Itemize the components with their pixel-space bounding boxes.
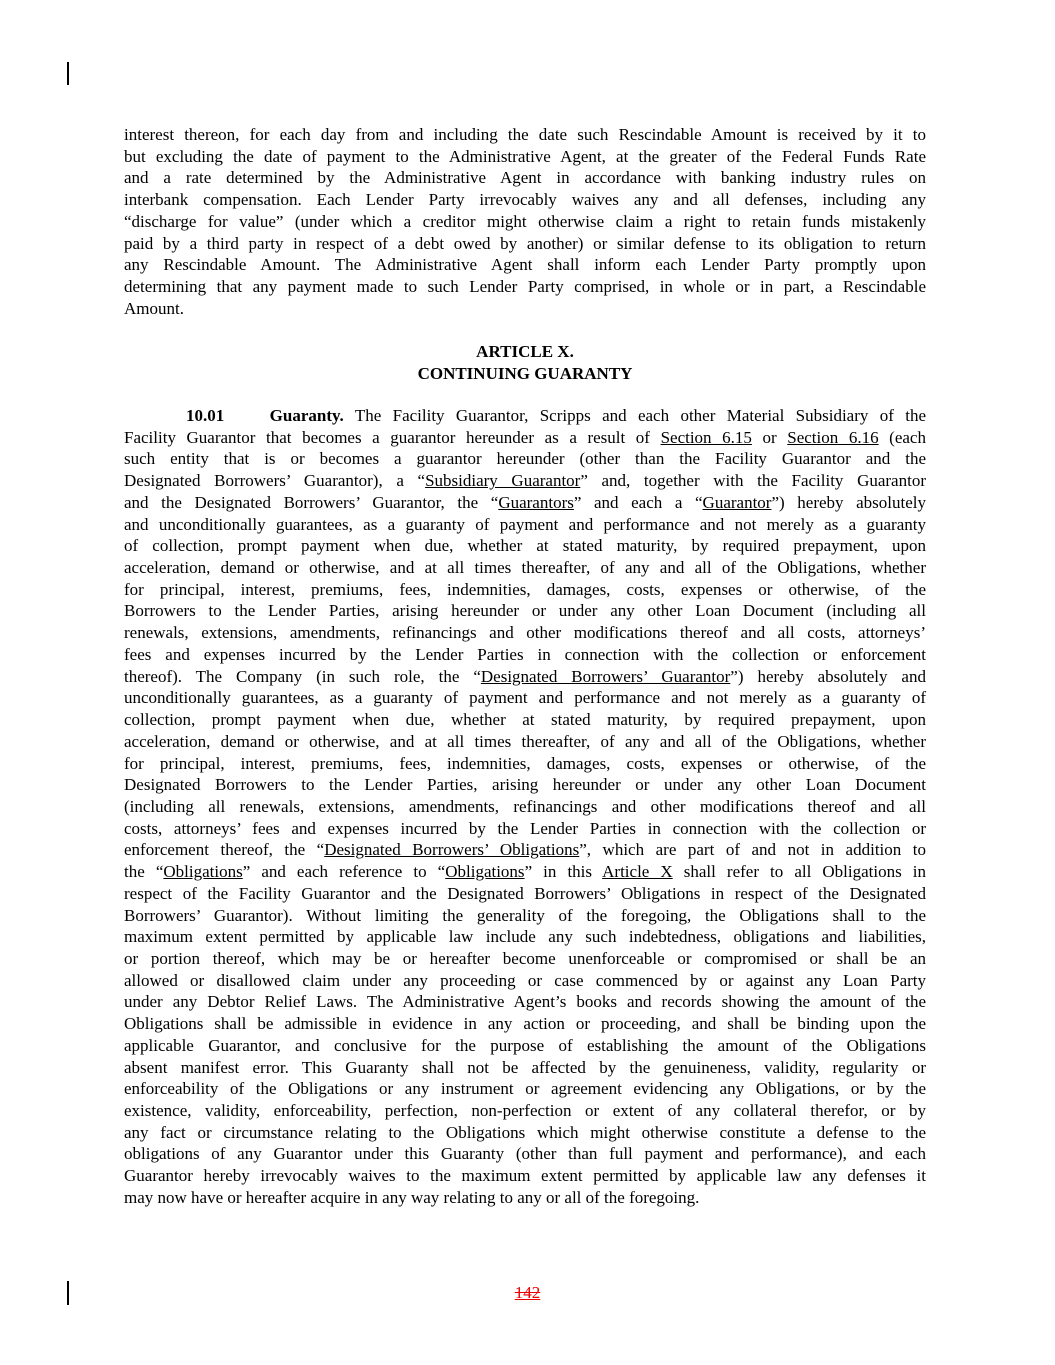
- text-run: Amount.: [124, 298, 184, 318]
- text-line: [124, 427, 926, 449]
- text-run: “discharge for value” (under which a creditor might otherwise claim a right to retain funds mistakenly: [124, 211, 926, 231]
- text-run: thereof). The Company (in such role, the “: [124, 666, 481, 686]
- defined-term-reference: Guarantors: [498, 492, 574, 512]
- text-line: [124, 276, 926, 298]
- text-run: existence, validity, enforceability, perfection, non-perfection or extent of any collateral therefor, or by: [124, 1101, 926, 1120]
- defined-term-reference: Section 6.16: [787, 427, 879, 447]
- text-run: interest thereon, for each day from and including the date such Rescindable Amount is received by it to: [124, 125, 926, 144]
- text-run: Guarantor hereby irrevocably waives to the maximum extent permitted by applicable law any defenses it: [124, 1166, 926, 1186]
- text-run: ” and each reference to “: [242, 862, 446, 882]
- text-run: but excluding the date of payment to the Administrative Agent, at the greater of the Federal Funds Rate: [124, 146, 926, 166]
- text-run: for principal, interest, premiums, fees, indemnities, damages, costs, expenses or otherwise, of the: [124, 579, 926, 599]
- text-run: acceleration, demand or otherwise, and at all times thereafter, of any and all of the Obligations, whether: [124, 558, 926, 578]
- text-line: [124, 124, 926, 146]
- text-run: Designated Borrowers to the Lender Parties, arising hereunder or under any other Loan Document: [124, 775, 926, 795]
- text-run: obligations of any Guarantor under this Guaranty (other than full payment and performance), and each: [124, 1144, 926, 1164]
- section-heading: 10.01 Guaranty.: [186, 406, 344, 425]
- text-run: any Rescindable Amount. The Administrative Agent shall inform each Lender Party promptly upon: [124, 255, 926, 275]
- text-line: [124, 1165, 926, 1187]
- text-line: [124, 774, 926, 796]
- defined-term-reference: Guarantor: [702, 492, 772, 512]
- text-run: allowed or disallowed claim under any proceeding or case commenced by or against any Loan Party: [124, 970, 926, 990]
- text-line: [124, 883, 926, 905]
- text-run: and a rate determined by the Administrative Agent in accordance with banking industry rules on: [124, 168, 926, 188]
- text-run: and unconditionally guarantees, as a guaranty of payment and performance and not merely as a guaranty: [124, 514, 926, 534]
- defined-term-reference: Section 6.15: [660, 427, 752, 447]
- text-line: [124, 861, 926, 883]
- text-run: maximum extent permitted by applicable law include any such indebtedness, obligations and liabilities,: [124, 927, 926, 947]
- text-run: paid by a third party in respect of a debt owed by another) or similar defense to its obligation to return: [124, 233, 926, 253]
- text-run: (including all renewals, extensions, amendments, refinancings and other modifications thereof and all: [124, 796, 926, 816]
- text-line: [124, 1057, 926, 1079]
- text-line: [124, 1122, 926, 1144]
- text-line: [124, 557, 926, 579]
- text-line: [124, 753, 926, 775]
- change-bar-top: [67, 62, 69, 85]
- paragraph-guaranty: [124, 405, 926, 1209]
- text-run: the “: [124, 862, 164, 882]
- text-run: any fact or circumstance relating to the Obligations which might otherwise constitute a defense to the: [124, 1122, 926, 1142]
- text-run: (each: [878, 427, 926, 447]
- text-run: ” in this: [524, 862, 603, 882]
- text-line: [124, 731, 926, 753]
- text-line: [124, 905, 926, 927]
- text-line: [124, 189, 926, 211]
- article-number: ARTICLE X.: [476, 342, 574, 361]
- text-line: [124, 492, 926, 514]
- text-line: [124, 448, 926, 470]
- text-run: enforceability of the Obligations or any instrument or agreement evidencing any Obligations, or by the: [124, 1079, 926, 1099]
- text-run: under any Debtor Relief Laws. The Administrative Agent’s books and records showing the amount of the: [124, 992, 926, 1012]
- text-line: [124, 1100, 926, 1122]
- defined-term-reference: Designated Borrowers’ Guarantor: [480, 666, 731, 686]
- text-run: shall refer to all Obligations in: [672, 862, 926, 882]
- text-run: enforcement thereof, the “: [124, 840, 325, 860]
- text-line: [124, 1143, 926, 1165]
- text-line: [124, 1078, 926, 1100]
- text-run: ”) hereby absolutely: [771, 492, 926, 512]
- page-number: 142: [514, 1283, 541, 1302]
- text-line: [124, 970, 926, 992]
- defined-term-reference: Article X: [602, 862, 673, 882]
- text-line: [124, 298, 926, 320]
- text-run: Facility Guarantor that becomes a guarantor hereunder as a result of: [124, 427, 661, 447]
- text-line: [124, 211, 926, 233]
- text-run: ” and, together with the Facility Guarantor: [580, 471, 926, 491]
- text-run: respect of the Facility Guarantor and the Designated Borrowers’ Obligations in respect of the Designated: [124, 883, 926, 903]
- text-line: [124, 1035, 926, 1057]
- paragraph-rescindable-amount: [124, 124, 926, 319]
- text-line: [124, 796, 926, 818]
- text-run: and the Designated Borrowers’ Guarantor, the “: [124, 492, 499, 512]
- text-run: Borrowers to the Lender Parties, arising hereunder or under any other Loan Document (including all: [124, 601, 926, 621]
- text-run: such entity that is or becomes a guarantor hereunder (other than the Facility Guarantor and the: [124, 449, 926, 469]
- text-line: [124, 405, 926, 427]
- text-run: ” and each a “: [573, 492, 703, 512]
- defined-term-reference: Subsidiary Guarantor: [425, 471, 581, 491]
- text-line: [124, 948, 926, 970]
- text-line: [124, 146, 926, 168]
- text-run: renewals, extensions, amendments, refinancings and other modifications thereof and all costs, attorneys’: [124, 623, 926, 643]
- text-run: or portion thereof, which may be or hereafter become unenforceable or compromised or shall be an: [124, 948, 926, 968]
- text-line: [124, 535, 926, 557]
- text-line: [124, 600, 926, 622]
- text-run: Designated Borrowers’ Guarantor), a “: [124, 471, 426, 491]
- text-line: [124, 514, 926, 536]
- defined-term-reference: Obligations: [163, 862, 243, 882]
- text-run: fees and expenses incurred by the Lender Parties in connection with the collection or enforcement: [124, 644, 926, 664]
- text-run: Obligations shall be admissible in evidence in any action or proceeding, and shall be binding upon the: [124, 1014, 926, 1034]
- text-line: [124, 839, 926, 861]
- text-run: ”, which are part of and not in addition to: [579, 840, 927, 860]
- text-run: determining that any payment made to such Lender Party comprised, in whole or in part, a Rescindable: [124, 277, 926, 297]
- text-run: absent manifest error. This Guaranty shall not be affected by the genuineness, validity, regularity or: [124, 1057, 926, 1077]
- defined-term-reference: Designated Borrowers’ Obligations: [324, 840, 580, 860]
- defined-term-reference: Obligations: [445, 862, 525, 882]
- text-run: applicable Guarantor, and conclusive for the purpose of establishing the amount of the Obligations: [124, 1035, 926, 1055]
- article-title: CONTINUING GUARANTY: [417, 364, 633, 383]
- text-line: [124, 254, 926, 276]
- text-run: costs, attorneys’ fees and expenses incurred by the Lender Parties in connection with the collection or: [124, 818, 926, 838]
- text-line: [124, 991, 926, 1013]
- text-line: [124, 926, 926, 948]
- text-line: [124, 1187, 926, 1209]
- text-line: [124, 644, 926, 666]
- text-run: interbank compensation. Each Lender Party irrevocably waives any and all defenses, including any: [124, 190, 926, 210]
- text-run: of collection, prompt payment when due, whether at stated maturity, by required prepayment, upon: [124, 536, 926, 556]
- text-run: ”) hereby absolutely and: [730, 666, 926, 686]
- text-line: [124, 470, 926, 492]
- text-run: or: [751, 427, 788, 447]
- text-line: [124, 622, 926, 644]
- text-line: [124, 687, 926, 709]
- text-line: [124, 579, 926, 601]
- text-line: [124, 818, 926, 840]
- text-run: acceleration, demand or otherwise, and at all times thereafter, of any and all of the Obligations, whether: [124, 731, 926, 751]
- text-run: The Facility Guarantor, Scripps and each other Material Subsidiary of the: [343, 406, 927, 425]
- text-line: [124, 709, 926, 731]
- text-line: [124, 666, 926, 688]
- text-line: [124, 167, 926, 189]
- text-line: [124, 233, 926, 255]
- text-run: collection, prompt payment when due, whether at stated maturity, by required prepayment, upon: [124, 710, 926, 730]
- text-run: Borrowers’ Guarantor). Without limiting the generality of the foregoing, the Obligations shall to the: [124, 905, 926, 925]
- text-run: for principal, interest, premiums, fees, indemnities, damages, costs, expenses or otherwise, of the: [124, 753, 926, 773]
- text-line: [124, 1013, 926, 1035]
- text-run: may now have or hereafter acquire in any way relating to any or all of the foregoing.: [124, 1187, 700, 1207]
- text-run: unconditionally guarantees, as a guaranty of payment and performance and not merely as a guaranty of: [124, 688, 926, 708]
